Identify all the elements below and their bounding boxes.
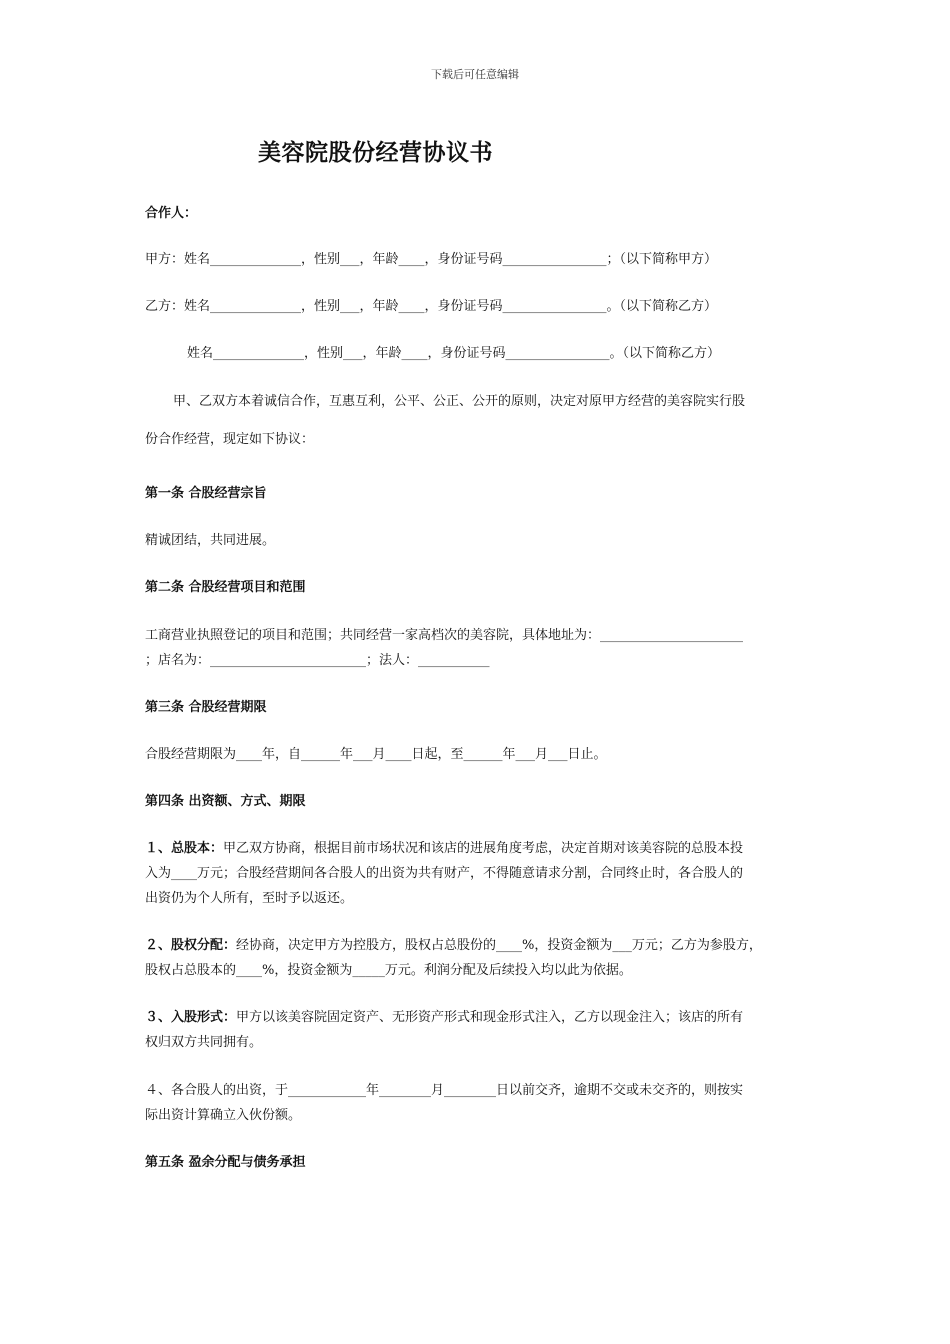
article-4-item-3-text-1: 甲方以该美容院固定资产、无形资产形式和现金形式注入，乙方以现金注入；该店的所有 — [236, 1010, 744, 1025]
article-3-heading: 第三条 合股经营期限 — [145, 700, 267, 715]
party-b-line: 乙方：姓名______________，性别___，年龄____，身份证号码________________。（以下简称乙方） — [145, 299, 718, 314]
party-a-line: 甲方：姓名______________，性别___，年龄____，身份证号码________________；（以下简称甲方） — [145, 252, 718, 267]
article-4-item-3-line-2: 权归双方共同拥有。 — [145, 1035, 263, 1050]
article-1-heading: 第一条 合股经营宗旨 — [145, 486, 267, 501]
article-4-item-2-label: ２、股权分配： — [145, 938, 237, 953]
article-4-heading: 第四条 出资额、方式、期限 — [145, 794, 306, 809]
partners-label: 合作人： — [145, 206, 198, 221]
article-4-item-2-line-2: 股权占总股本的____%，投资金额为_____万元。利润分配及后续投入均以此为依据。 — [145, 963, 632, 978]
article-4-item-3-line-1 — [145, 1006, 743, 1025]
article-4-item-4-line-1: ４、各合股人的出资，于____________年________月________日以前交齐，逾期不交或未交齐的，则按实 — [145, 1083, 744, 1098]
article-4-item-2-text-1: 经协商，决定甲方为控股方，股权占总股份的____%，投资金额为___万元；乙方为参股方， — [236, 938, 762, 953]
article-3-text: 合股经营期限为____年，自______年___月____日起，至______年___月___日止。 — [145, 747, 607, 762]
article-4-item-1-label: １、总股本： — [145, 841, 224, 856]
article-2-text-1: 工商营业执照登记的项目和范围；共同经营一家高档次的美容院，具体地址为：______________________ — [145, 628, 744, 643]
article-4-item-1-line-3: 出资仍为个人所有，至时予以返还。 — [145, 891, 354, 906]
article-4-item-3-label: ３、入股形式： — [145, 1010, 237, 1025]
intro-line-1: 甲、乙双方本着诚信合作，互惠互利，公平、公正、公开的原则，决定对原甲方经营的美容院实行股 — [173, 394, 746, 409]
intro-line-2: 份合作经营，现定如下协议： — [145, 432, 315, 447]
article-4-item-4-line-2: 际出资计算确立入伙份额。 — [145, 1108, 302, 1123]
article-4-item-1-line-2: 入为____万元；合股经营期间各合股人的出资为共有财产，不得随意请求分割，合同终止时，各合股人的 — [145, 866, 744, 881]
party-b2-line: 姓名______________，性别___，年龄____，身份证号码________________。（以下简称乙方） — [187, 346, 721, 361]
article-4-item-1-line-1 — [145, 837, 743, 856]
article-4-item-1-text-1: 甲乙双方协商，根据目前市场状况和该店的进展角度考虑，决定首期对该美容院的总股本投 — [223, 841, 744, 856]
article-2-heading: 第二条 合股经营项目和范围 — [145, 580, 306, 595]
article-5-heading: 第五条 盈余分配与债务承担 — [145, 1155, 306, 1170]
article-1-text: 精诚团结，共同进展。 — [145, 533, 276, 548]
document-title: 美容院股份经营协议书 — [258, 140, 493, 166]
article-4-item-2-line-1 — [145, 934, 762, 953]
page-header: 下载后可任意编辑 — [431, 68, 519, 81]
article-2-text-2: ；店名为：________________________；法人：___________ — [145, 653, 490, 668]
